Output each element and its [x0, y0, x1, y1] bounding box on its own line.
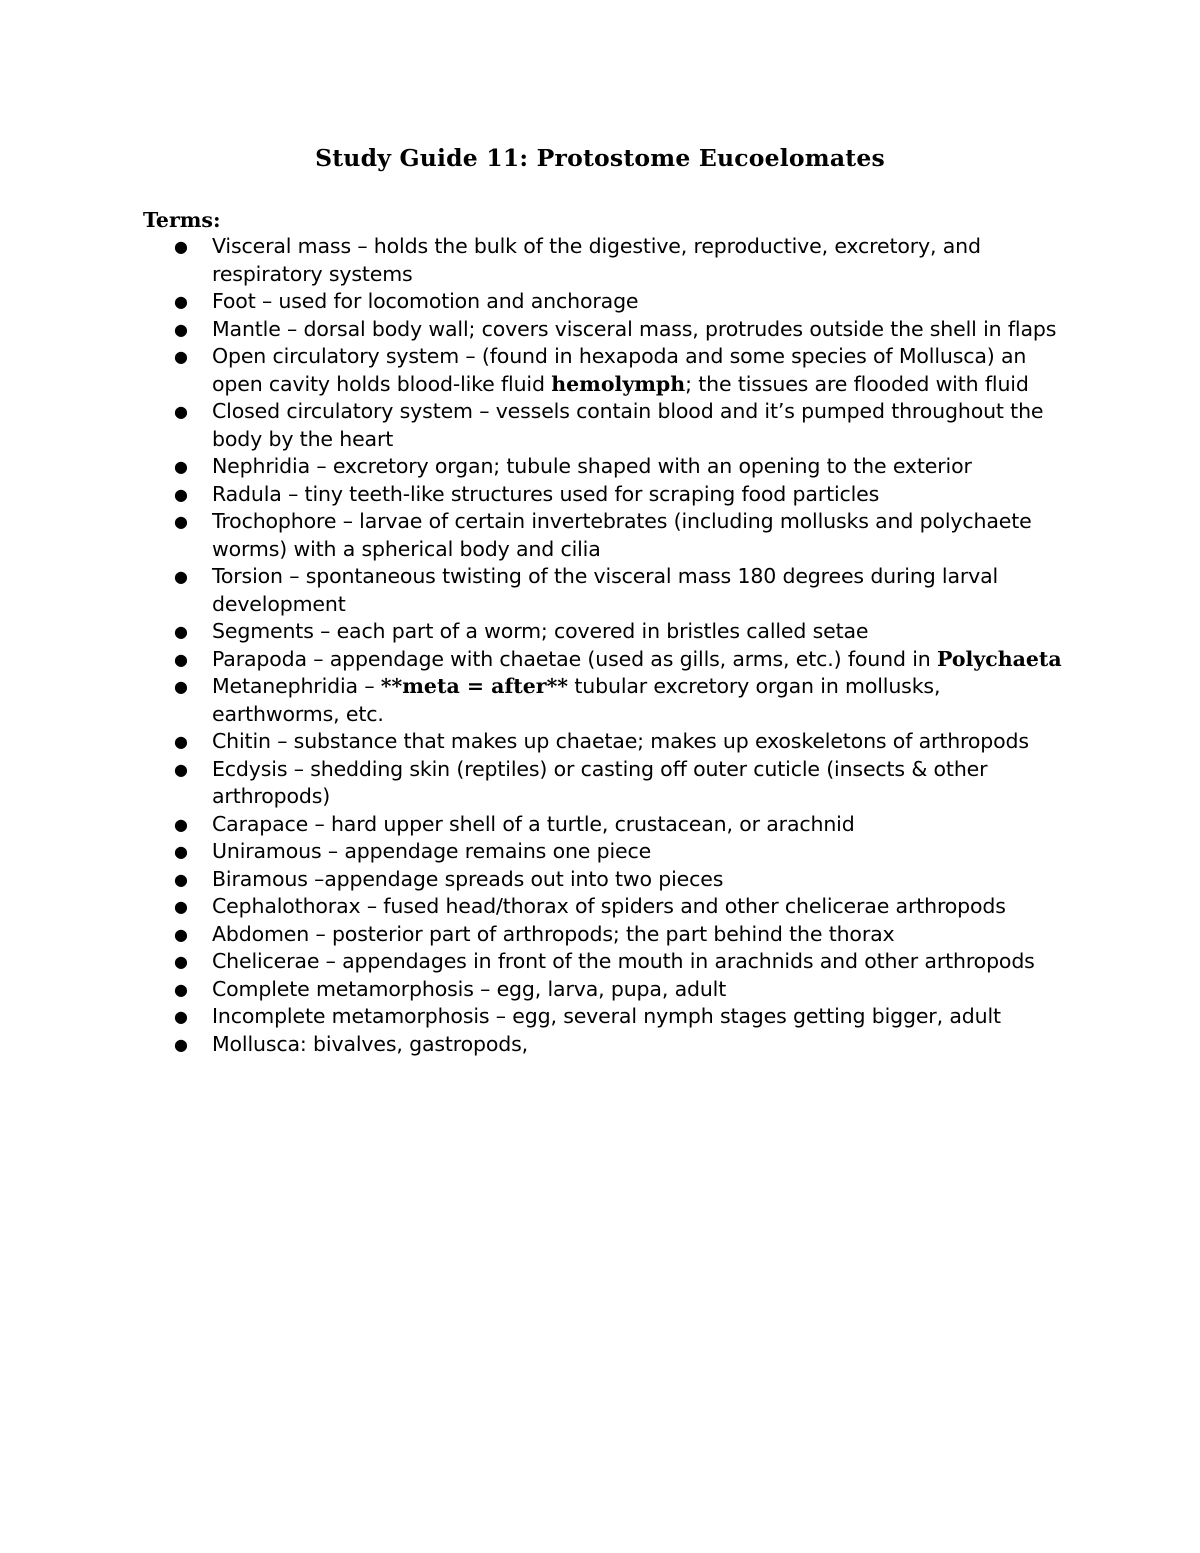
bullet-icon: ● [174, 347, 188, 366]
term-text: Biramous –appendage spreads out into two pieces [212, 866, 724, 891]
term-text: Incomplete metamorphosis – egg, several nymph stages getting bigger, adult [212, 1004, 1001, 1028]
term-text-after: ; the tissues are flooded with fluid [685, 371, 1029, 396]
list-item [0, 453, 1072, 481]
bullet-icon: ● [174, 567, 188, 586]
bullet-icon: ● [174, 319, 188, 339]
bullet-icon: ● [174, 1007, 188, 1026]
term-text: Chelicerae – appendages in front of the mouth in arachnids and other arthropods [212, 949, 1035, 973]
bullet-icon: ● [174, 759, 188, 779]
bullet-icon: ● [174, 1034, 188, 1054]
term-text: Abdomen – posterior part of arthropods; the part behind the thorax [212, 921, 895, 946]
list-item [0, 811, 1072, 839]
term-text: Open circulatory system – (found in hexapoda and some species of Mollusca) an open cavity holds blood-like fluid [212, 344, 1027, 396]
bullet-icon: ● [174, 622, 188, 641]
term-bold-text: **meta = after** [380, 674, 569, 698]
list-item [0, 756, 1072, 811]
list-item [0, 673, 1072, 728]
list-item [0, 288, 1072, 316]
list-item [0, 976, 1072, 1004]
term-text: Metanephridia – [212, 674, 381, 698]
bullet-icon: ● [174, 732, 188, 751]
terms-heading: Terms: [143, 208, 221, 232]
bullet-icon: ● [174, 237, 188, 256]
list-item [0, 1031, 1072, 1059]
term-text-after: tubular excretory organ in mollusks, earthworms, etc. [212, 674, 941, 726]
bullet-icon: ● [174, 869, 188, 889]
term-text: Closed circulatory system – vessels contain blood and it’s pumped throughout the body by the heart [212, 399, 1044, 451]
bullet-icon: ● [174, 842, 188, 861]
list-item [0, 563, 1072, 618]
term-text: Ecdysis – shedding skin (reptiles) or casting off outer cuticle (insects & other arthropods) [212, 756, 988, 808]
term-text: Complete metamorphosis – egg, larva, pupa, adult [212, 976, 727, 1001]
list-item [0, 866, 1072, 894]
list-item [0, 508, 1072, 563]
term-text: Segments – each part of a worm; covered in bristles called setae [212, 619, 869, 643]
bullet-icon: ● [174, 924, 188, 944]
page-title: Study Guide 11: Protostome Eucoelomates [315, 144, 885, 172]
list-item [0, 343, 1072, 398]
list-item [0, 481, 1072, 509]
list-item [0, 398, 1072, 453]
term-text: Visceral mass – holds the bulk of the digestive, reproductive, excretory, and respiratory systems [212, 234, 981, 286]
bullet-icon: ● [174, 292, 188, 311]
term-text: Foot – used for locomotion and anchorage [212, 289, 639, 313]
term-text: Uniramous – appendage remains one piece [212, 839, 652, 863]
list-item [0, 316, 1072, 344]
term-text: Radula – tiny teeth-like structures used for scraping food particles [212, 481, 880, 506]
bullet-icon: ● [174, 402, 188, 421]
term-text: Trochophore – larvae of certain invertebrates (including mollusks and polychaete worms) with a spherical body and cilia [212, 509, 1032, 561]
list-item [0, 838, 1072, 866]
bullet-icon: ● [174, 897, 188, 916]
bullet-icon: ● [174, 952, 188, 971]
bullet-icon: ● [174, 512, 188, 531]
list-item [0, 893, 1072, 921]
bullet-icon: ● [174, 814, 188, 834]
bullet-icon: ● [174, 457, 188, 476]
bullet-icon: ● [174, 979, 188, 999]
list-item [0, 233, 1072, 288]
bullet-icon: ● [174, 649, 188, 669]
term-text: Torsion – spontaneous twisting of the visceral mass 180 degrees during larval development [212, 564, 999, 616]
term-bold-text: Polychaeta [936, 646, 1062, 671]
bullet-icon: ● [174, 677, 188, 696]
bullet-icon: ● [174, 484, 188, 504]
term-text: Cephalothorax – fused head/thorax of spiders and other chelicerae arthropods [212, 894, 1006, 918]
term-text: Chitin – substance that makes up chaetae; makes up exoskeletons of arthropods [212, 729, 1029, 753]
term-text: Carapace – hard upper shell of a turtle, crustacean, or arachnid [212, 811, 855, 836]
list-item [0, 948, 1072, 976]
list-item [0, 921, 1072, 949]
list-item [0, 646, 1072, 674]
term-bold-text: hemolymph [551, 371, 686, 396]
list-item [0, 728, 1072, 756]
terms-list [0, 233, 1200, 1058]
list-item [0, 618, 1072, 646]
term-text: Parapoda – appendage with chaetae (used as gills, arms, etc.) found in [212, 646, 937, 671]
term-text: Mollusca: bivalves, gastropods, [212, 1031, 529, 1056]
term-text: Nephridia – excretory organ; tubule shaped with an opening to the exterior [212, 454, 972, 478]
term-text: Mantle – dorsal body wall; covers visceral mass, protrudes outside the shell in flaps [212, 316, 1057, 341]
list-item [0, 1003, 1072, 1031]
